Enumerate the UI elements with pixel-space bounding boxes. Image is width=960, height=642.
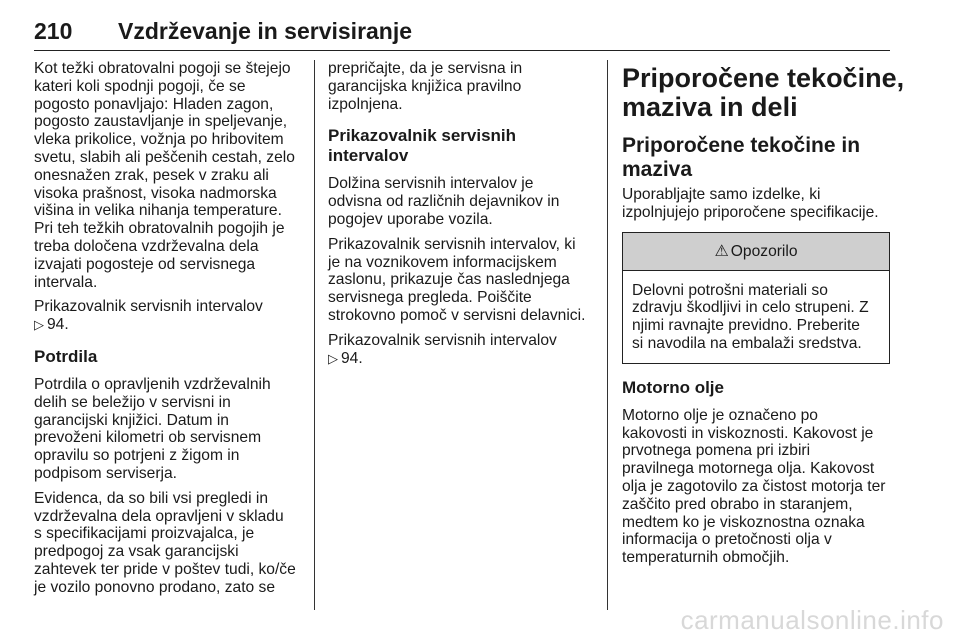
section-heading-potrdila: Potrdila (34, 346, 98, 366)
chapter-title: Vzdrževanje in servisiranje (118, 18, 413, 44)
text-line: prevoženi kilometri ob servisnem (34, 429, 262, 447)
sub-heading (622, 134, 890, 182)
text-line: Motorno olje je označeno po (622, 406, 818, 424)
paragraph-use-products (622, 186, 890, 222)
text-line: izpolnjena. (328, 95, 403, 113)
text-line: Dolžina servisnih intervalov je (328, 175, 534, 193)
text-line: garancijski knjižici. Datum in (34, 411, 229, 429)
paragraph-motor-oil (622, 407, 890, 567)
text-line: pravilnega motornega olja. Kakovost (622, 460, 875, 478)
text-line: strokovno pomoč v servisni delavnici. (328, 306, 586, 324)
text-line: višina in velika nihanja temperature. (34, 202, 282, 220)
text-line: je na voznikovem informacijskem (328, 253, 557, 271)
page-header (34, 16, 890, 51)
column-divider (607, 60, 608, 610)
column-divider (314, 60, 315, 610)
warning-header (623, 233, 889, 271)
text-line: vzdrževalna dela opravljeni v skladu (34, 507, 284, 525)
paragraph-interval-display (328, 236, 594, 325)
text-line: zaščito pred obrabo in staranjem, (622, 495, 853, 513)
text-line: Evidenca, da so bili vsi pregledi in (34, 489, 269, 507)
page-ref-number[interactable]: 94. (47, 316, 69, 334)
text-line: Prikazovalnik servisnih intervalov (328, 331, 557, 349)
paragraph-continued (328, 60, 594, 113)
text-line: Potrdila o opravljenih vzdrževalnih (34, 375, 271, 393)
text-line: svetu, slabih ali peščenih cestah, zelo (34, 148, 295, 166)
cross-reference[interactable] (34, 298, 302, 334)
text-line: kakovosti in viskoznosti. Kakovost je (622, 424, 874, 442)
section-heading-motor-oil: Motorno olje (622, 377, 724, 397)
section-heading-service-interval: Prikazovalnik servisnih intervalov (328, 126, 517, 166)
text-line: treba določena vzdrževalna dela (34, 237, 259, 255)
text-line: onesnažen zrak, pesek v zraku ali (34, 166, 269, 184)
text-line: pogosto zaustavljanje in speljevanje, (34, 113, 288, 131)
column-3 (622, 60, 905, 574)
text-line: opravilu so potrjeni z žigom in (34, 447, 240, 465)
text-line: izpolnjujejo priporočene specifikacije. (622, 203, 879, 221)
text-line: zahtevek ter pride v poštev tudi, ko/če (34, 560, 296, 578)
text-line: je vozilo ponovno prodano, zato se (34, 578, 276, 596)
reference-line (328, 350, 594, 368)
text-line: prvotnega pomena pri izbiri (622, 442, 811, 460)
text-line: zaslonu, prikazuje čas naslednjega (328, 271, 570, 289)
paragraph-heavy-conditions (34, 60, 302, 291)
text-line: visoka prašnost, visoka nadmorska (34, 184, 277, 202)
text-line: zdravju škodljivi in celo strupeni. Z (632, 299, 869, 317)
text-line: Prikazovalnik servisnih intervalov, ki (328, 235, 576, 253)
heading-line: maziva (622, 158, 693, 181)
warning-triangle-icon: ⚠ (714, 242, 729, 260)
text-line: njimi ravnajte previdno. Preberite (632, 317, 860, 335)
text-line: predpogoj za vsak garancijski (34, 543, 239, 561)
text-line: Prikazovalnik servisnih intervalov (34, 298, 263, 316)
text-line: temperaturnih območjih. (622, 549, 790, 567)
text-line: informacija o pretočnosti olja v (622, 531, 832, 549)
page-ref-arrow-icon: ▷ (328, 350, 338, 366)
cross-reference[interactable] (328, 332, 594, 368)
heading-line: Priporočene tekočine, (622, 63, 905, 93)
page-ref-number[interactable]: 94. (341, 349, 363, 367)
warning-box (622, 232, 890, 364)
watermark: carmanualsonline.info (680, 605, 944, 635)
column-2 (328, 60, 594, 374)
column-1 (34, 60, 302, 604)
text-line: servisnega pregleda. Poiščite (328, 289, 532, 307)
text-line: podpisom serviserja. (34, 464, 178, 482)
text-line: olja je zagotovilo za čistost motorja ter (622, 477, 886, 495)
text-line: medtem ko je viskoznostna oznaka (622, 513, 865, 531)
text-line: intervala. (34, 273, 98, 291)
text-line: izvajati pogosteje od servisnega (34, 255, 256, 273)
text-line: delih se beležijo v servisni in (34, 393, 231, 411)
text-line: Kot težki obratovalni pogoji se štejejo (34, 60, 291, 77)
text-line: si navodila na embalaži sredstva. (632, 334, 862, 352)
text-line: vleka prikolice, vožnja po hribovitem (34, 131, 284, 149)
paragraph-evidence (34, 490, 302, 597)
paragraph-certificates (34, 376, 302, 483)
text-line: s specifikacijami proizvajalca, je (34, 525, 255, 543)
text-line: Uporabljajte samo izdelke, ki (622, 186, 821, 203)
main-heading (622, 63, 905, 122)
text-line: Delovni potrošni materiali so (632, 281, 828, 299)
heading-line: Priporočene tekočine in (622, 134, 861, 157)
text-line: Pri teh težkih obratovalnih pogojih je (34, 220, 285, 238)
text-line: pogojev uporabe vozila. (328, 210, 493, 228)
text-line: odvisna od različnih dejavnikov in (328, 193, 560, 211)
text-line: pogosto ponavljajo: Hladen zagon, (34, 95, 274, 113)
page-ref-arrow-icon: ▷ (34, 317, 44, 333)
page-number: 210 (34, 18, 73, 44)
paragraph-interval-length (328, 175, 594, 228)
warning-body (623, 271, 889, 363)
text-line: garancijska knjižica pravilno (328, 77, 522, 95)
text-line: kateri koli spodnji pogoji, če se (34, 77, 246, 95)
reference-line (34, 316, 302, 334)
heading-line: maziva in deli (622, 92, 798, 122)
warning-title: Opozorilo (730, 242, 798, 260)
text-line: prepričajte, da je servisna in (328, 60, 523, 77)
